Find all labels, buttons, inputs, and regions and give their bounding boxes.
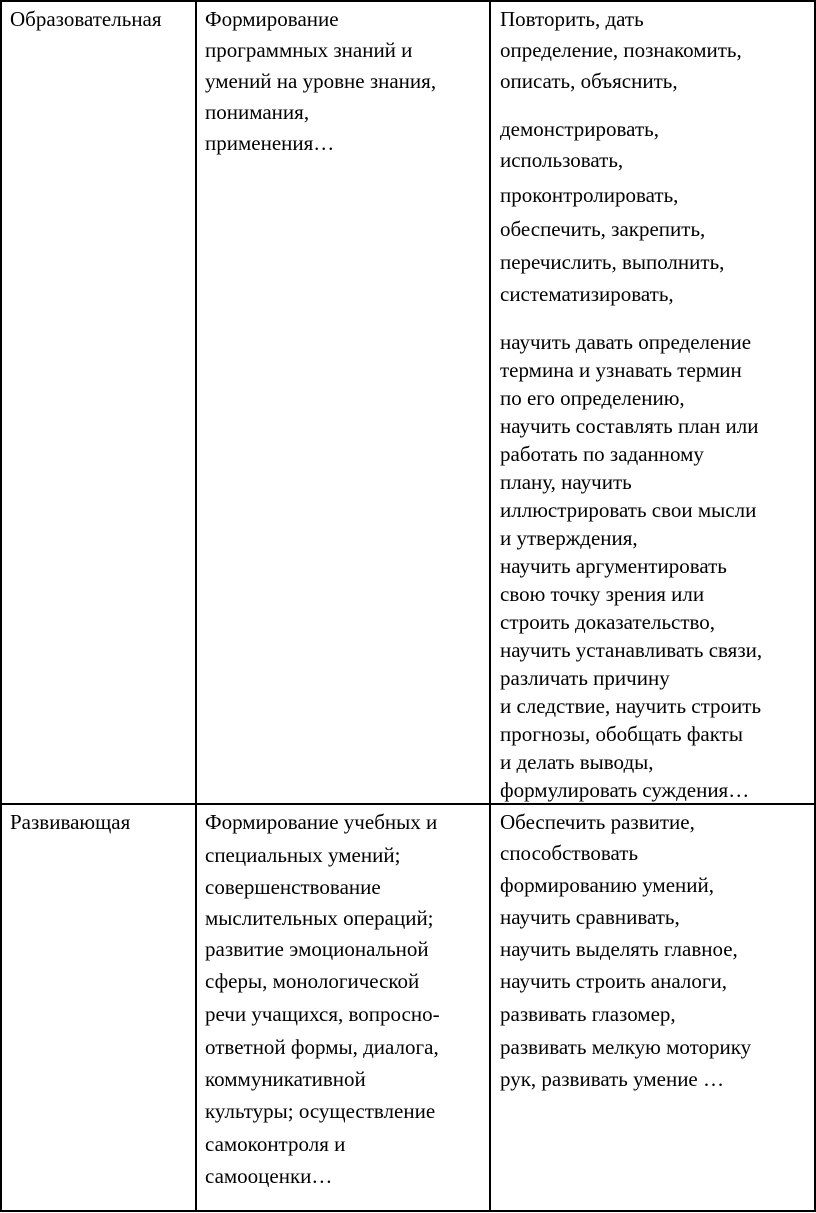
action-line: способствовать <box>500 841 639 865</box>
goal-line: ответной формы, диалога, <box>205 1035 439 1059</box>
goal-line: Формирование учебных и <box>205 810 438 834</box>
goal-line: применения… <box>205 131 335 155</box>
goal-line: речи учащихся, вопросно- <box>205 1002 440 1026</box>
action-line: обеспечить, закрепить, <box>500 217 706 241</box>
action-line: научить сравнивать, <box>500 905 680 929</box>
table-column-divider-2 <box>489 0 491 1212</box>
table-row-divider <box>0 803 816 805</box>
action-line: свою точку зрения или <box>500 582 705 606</box>
action-line: формированию умений, <box>500 873 714 897</box>
action-line: систематизировать, <box>500 282 674 306</box>
action-line: развивать мелкую моторику <box>500 1035 752 1059</box>
table-border-top <box>0 0 816 2</box>
goal-line: совершенствование <box>205 875 381 899</box>
action-line: строить доказательство, <box>500 610 716 634</box>
table-border-left <box>0 0 2 1212</box>
action-line: использовать, <box>500 148 624 172</box>
action-line: формулировать суждения… <box>500 778 750 802</box>
action-line: рук, развивать умение … <box>500 1067 724 1091</box>
table-border-bottom <box>0 1210 816 1212</box>
action-line: научить составлять план или <box>500 414 759 438</box>
goal-line: умений на уровне знания, <box>205 69 437 93</box>
goal-line: специальных умений; <box>205 843 401 867</box>
action-line: различать причину <box>500 666 670 690</box>
goal-line: самооценки… <box>205 1164 333 1188</box>
goal-line: Формирование <box>205 7 339 31</box>
type-label: Развивающая <box>10 810 131 834</box>
action-line: Обеспечить развитие, <box>500 810 695 834</box>
action-line: демонстрировать, <box>500 117 659 141</box>
action-line: проконтролировать, <box>500 183 679 207</box>
action-line: Повторить, дать <box>500 7 644 31</box>
action-line: развивать глазомер, <box>500 1002 676 1026</box>
action-line: работать по заданному <box>500 442 704 466</box>
goal-line: программных знаний и <box>205 38 413 62</box>
type-label: Образовательная <box>10 7 162 31</box>
action-line: научить строить аналоги, <box>500 969 727 993</box>
action-line: научить аргументировать <box>500 554 727 578</box>
goal-line: развитие эмоциональной <box>205 937 429 961</box>
action-line: научить устанавливать связи, <box>500 638 763 662</box>
goal-line: сферы, монологической <box>205 969 420 993</box>
goal-line: самоконтроля и <box>205 1132 346 1156</box>
goal-line: мыслительных операций; <box>205 906 434 930</box>
goal-line: коммуникативной <box>205 1067 366 1091</box>
action-line: прогнозы, обобщать факты <box>500 722 743 746</box>
action-line: определение, познакомить, <box>500 38 742 62</box>
action-line: термина и узнавать термин <box>500 358 742 382</box>
action-line: научить выделять главное, <box>500 937 738 961</box>
action-line: и утверждения, <box>500 526 638 550</box>
action-line: перечислить, выполнить, <box>500 250 725 274</box>
table-column-divider-1 <box>195 0 197 1212</box>
goal-line: культуры; осуществление <box>205 1099 436 1123</box>
action-line: по его определению, <box>500 386 685 410</box>
action-line: плану, научить <box>500 470 632 494</box>
action-line: научить давать определение <box>500 330 752 354</box>
action-line: описать, объяснить, <box>500 69 678 93</box>
action-line: иллюстрировать свои мысли <box>500 498 757 522</box>
goal-line: понимания, <box>205 100 310 124</box>
action-line: и следствие, научить строить <box>500 694 762 718</box>
action-line: и делать выводы, <box>500 750 654 774</box>
